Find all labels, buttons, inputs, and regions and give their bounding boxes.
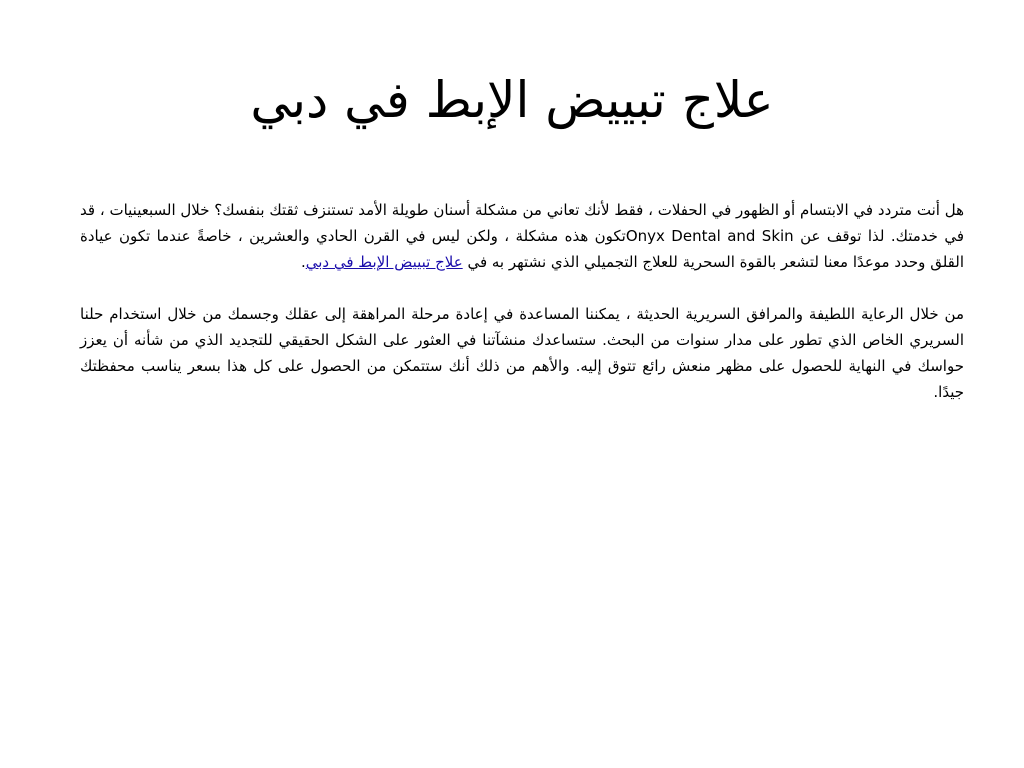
paragraph-intro-text-start: هل أنت متردد في الابتسام أو الظهور في الحفلات ، فقط لأنك تعاني من مشكلة أسنان طويلة الأمد تستنزف ثقتك بنفسك؟ خلال السبعينيات ، قد في خدمتك. لذا توقف عن: [80, 201, 964, 245]
paragraph-intro: [80, 197, 964, 275]
paragraph-intro-period: .: [300, 253, 306, 271]
brand-name: Onyx Dental and Skin: [625, 227, 794, 245]
article-body: [80, 197, 964, 405]
page-title: علاج تبييض الإبط في دبي: [250, 71, 774, 129]
treatment-link[interactable]: علاج تبييض الإبط في دبي: [305, 253, 463, 271]
paragraph-care: من خلال الرعاية اللطيفة والمرافق السريرية الحديثة ، يمكننا المساعدة في إعادة مرحلة المراهقة إلى عقلك وجسمك من خلال استخدام حلنا السريري الخاص الذي تطور على مدار سنوات من البحث. ستساعدك منشآتنا في العثور على الشكل الحقيقي للتجديد الذي من شأنه أن يعزز حواسك في النهاية للحصول على مظهر منعش رائع تتوق إليه. والأهم من ذلك أنك ستتمكن من الحصول على كل هذا بسعر يناسب محفظتك جيدًا.: [80, 305, 964, 401]
paragraph-intro-text-middle: تكون هذه مشكلة ، ولكن ليس في القرن الحادي والعشرين ، خاصةً عندما تكون عيادة القلق وحدد موعدًا معنا لتشعر بالقوة السحرية للعلاج التجميلي الذي نشتهر به في: [80, 227, 964, 271]
